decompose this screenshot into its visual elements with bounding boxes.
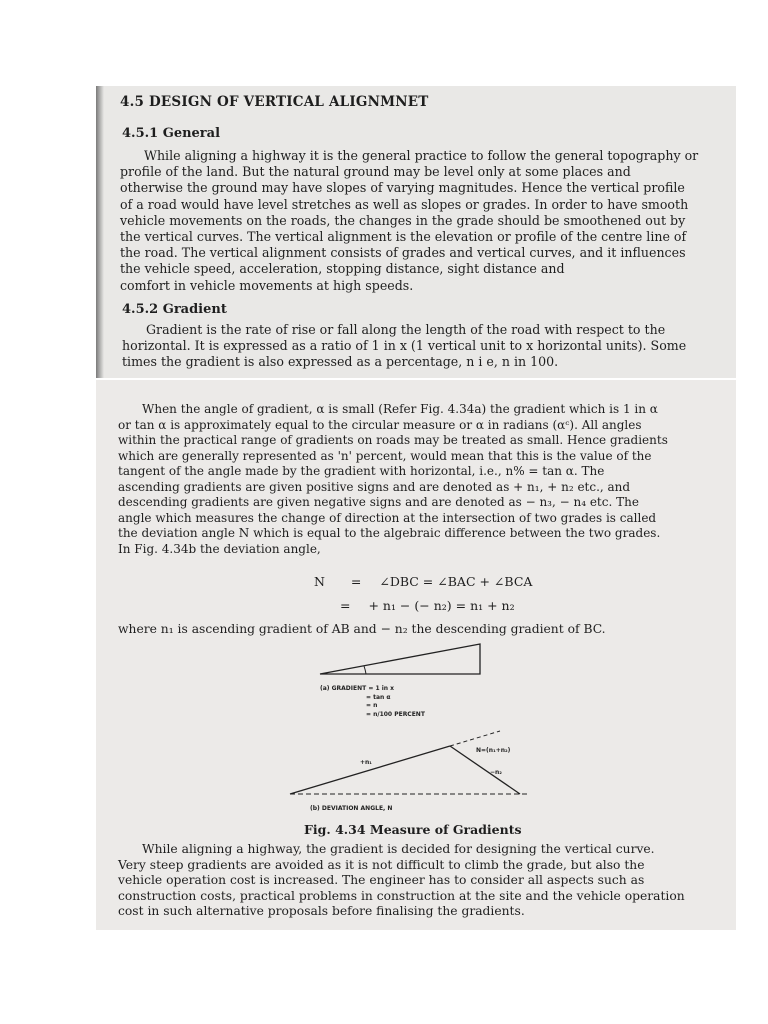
general-paragraph — [120, 148, 720, 294]
continuation-paragraph — [118, 402, 728, 557]
text-line: tangent of the angle made by the gradient with horizontal, i.e., n% = tan α. The — [118, 464, 605, 478]
gradient-triangle — [320, 644, 480, 674]
text-line: horizontal. It is expressed as a ratio of 1 in x (1 vertical unit to x horizontal units). Some — [122, 338, 687, 354]
text-line: Very steep gradients are avoided as it is not difficult to climb the grade, but also the — [118, 857, 645, 872]
fig-b-n2: −n₂ — [490, 769, 502, 776]
text-line: within the practical range of gradients on roads may be treated as small. Hence gradients — [118, 433, 668, 447]
section-heading: 4.5 DESIGN OF VERTICAL ALIGNMNET — [120, 94, 429, 110]
fig-b-n1: +n₁ — [360, 759, 372, 766]
text-line: angle which measures the change of direction at the intersection of two grades is called — [118, 510, 657, 525]
text-line: comfort in vehicle movements at high speeds. — [120, 277, 414, 293]
scan-edge-shadow — [96, 86, 104, 378]
where-line: where n₁ is ascending gradient of AB and − n₂ the descending gradient of BC. — [118, 622, 606, 636]
equation-lhs: N — [314, 574, 325, 589]
text-line: When the angle of gradient, α is small (Refer Fig. 4.34a) the gradient which is 1 in α — [142, 402, 658, 416]
text-line: While aligning a highway it is the general practice to follow the general topography or — [144, 148, 699, 163]
fig-b-formula: N=(n₁+n₂) — [476, 747, 511, 754]
text-line: otherwise the ground may have slopes of varying magnitudes. Hence the vertical profile — [120, 180, 685, 196]
closing-paragraph — [118, 842, 728, 920]
text-line: construction costs, practical problems in construction at the site and the vehicle operation — [118, 888, 685, 903]
scan-page-top — [96, 86, 736, 378]
gradient-heading: 4.5.2 Gradient — [122, 302, 227, 317]
figure-caption: Fig. 4.34 Measure of Gradients — [304, 822, 522, 837]
text-line: the vehicle speed, acceleration, stopping distance, sight distance and — [120, 261, 565, 277]
text-line: the vertical curves. The vertical alignment is the elevation or profile of the centre line of — [120, 229, 687, 245]
text-line: times the gradient is also expressed as a percentage, n i e, n in 100. — [122, 354, 559, 370]
gradient-paragraph — [122, 322, 722, 371]
fig-a-sub2: = n — [366, 702, 378, 709]
fig-a-label: (a) GRADIENT = 1 in x — [320, 685, 394, 692]
gradient-angle-arc — [364, 666, 366, 674]
grade-ab-extension — [450, 731, 500, 746]
text-line: vehicle movements on the roads, the changes in the grade should be smoothened out by — [120, 212, 686, 228]
equation-sign: = — [350, 574, 362, 589]
text-line: While aligning a highway, the gradient is decided for designing the vertical curve. — [142, 842, 655, 856]
text-line: cost in such alternative proposals before finalising the gradients. — [118, 904, 525, 918]
fig-a-sub1: = tan α — [366, 694, 391, 701]
equation-rhs: + n₁ − (− n₂) = n₁ + n₂ — [368, 598, 515, 613]
text-line: the deviation angle N which is equal to the algebraic difference between the two grades. — [118, 526, 661, 540]
text-line: Gradient is the rate of rise or fall along the length of the road with respect to the — [146, 322, 666, 337]
text-line: ascending gradients are given positive signs and are denoted as + n₁, + n₂ etc., and — [118, 479, 631, 494]
gradient-figure — [280, 634, 600, 814]
fig-b-label: (b) DEVIATION ANGLE, N — [310, 805, 393, 812]
equation-sign: = — [340, 598, 351, 613]
grade-ab — [290, 746, 450, 794]
equation-rhs: ∠DBC = ∠BAC + ∠BCA — [379, 574, 533, 589]
text-line: which are generally represented as 'n' percent, would mean that this is the value of the — [118, 448, 652, 463]
text-line: vehicle operation cost is increased. The engineer has to consider all aspects such as — [118, 873, 645, 887]
fig-a-sub3: = n/100 PERCENT — [366, 711, 425, 718]
scan-page-bottom — [96, 380, 736, 930]
general-heading: 4.5.1 General — [122, 126, 221, 141]
text-line: of a road would have level stretches as well as slopes or grades. In order to have smooth — [120, 196, 689, 212]
text-line: profile of the land. But the natural ground may be level only at some places and — [120, 164, 631, 180]
text-line: In Fig. 4.34b the deviation angle, — [118, 541, 321, 556]
equation-2 — [340, 598, 515, 613]
equation-1 — [314, 574, 532, 589]
text-line: the road. The vertical alignment consists of grades and vertical curves, and it influences — [120, 245, 686, 261]
text-line: descending gradients are given negative signs and are denoted as − n₃, − n₄ etc. The — [118, 495, 639, 509]
text-line: or tan α is approximately equal to the circular measure or α in radians (αᶜ). All angles — [118, 417, 642, 432]
